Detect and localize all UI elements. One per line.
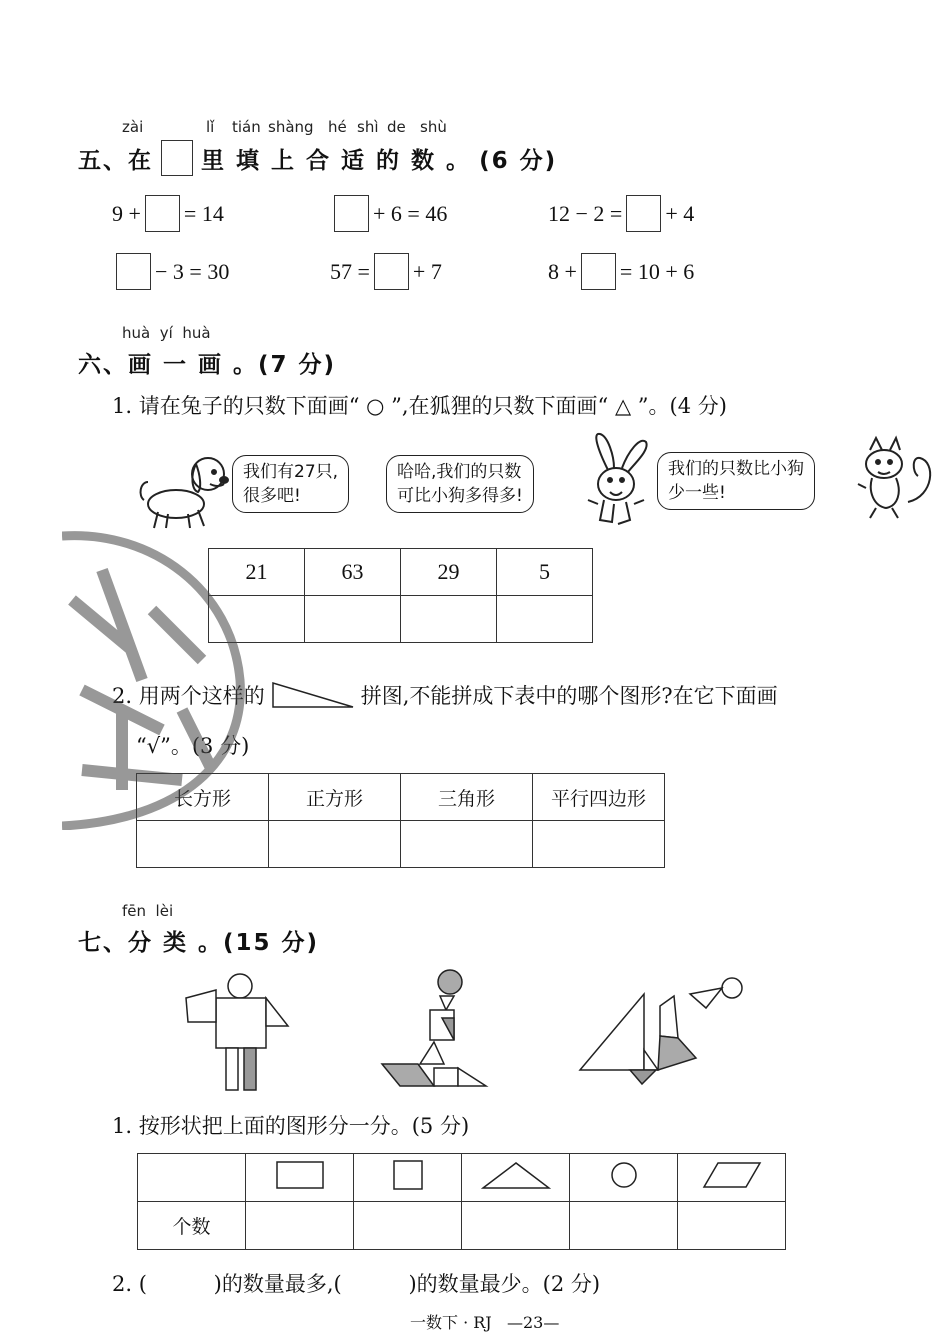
section7-heading: 七、分 类 。(15 分) — [78, 930, 320, 956]
count-cell: 5 — [497, 549, 593, 596]
answer-box-6[interactable] — [581, 253, 616, 290]
square-icon — [391, 1158, 425, 1192]
count-input-cell[interactable] — [354, 1202, 462, 1250]
count-input-cell[interactable] — [246, 1202, 354, 1250]
fox-speech-bubble: 我们的只数比小狗 少一些! — [657, 452, 815, 510]
rabbit-icon — [578, 430, 654, 530]
mark-cell[interactable] — [305, 596, 401, 643]
dog-icon — [136, 452, 232, 532]
check-cell[interactable] — [137, 821, 269, 868]
pinyin-he: hé — [328, 118, 347, 136]
section6-q1: 1. 请在兔子的只数下面画“ ○ ”,在狐狸的只数下面画“ △ ”。(4 分) — [112, 394, 727, 418]
equation-3-left: 12 − 2 = — [548, 200, 623, 226]
section7-q2: 2. ( )的数量最多,( )的数量最少。(2 分) — [112, 1272, 601, 1296]
equation-3-right: + 4 — [665, 200, 695, 226]
header-empty-cell — [138, 1154, 246, 1202]
count-cell: 29 — [401, 549, 497, 596]
section6-heading: 六、画 一 画 。(7 分) — [78, 352, 337, 378]
bird-figure-icon — [578, 976, 748, 1086]
shape-name-cell: 正方形 — [269, 774, 401, 821]
equation-1-left: 9 + — [112, 200, 141, 226]
check-cell[interactable] — [401, 821, 533, 868]
triangle-header-cell — [462, 1154, 570, 1202]
equation-3 — [548, 195, 694, 232]
section5-title-b: 里 填 上 合 适 的 数 。 — [201, 147, 472, 174]
answer-box-2[interactable] — [334, 195, 369, 232]
parallelogram-header-cell — [678, 1154, 786, 1202]
equation-4 — [112, 253, 229, 290]
equation-1 — [112, 195, 224, 232]
pinyin-shu: shù — [420, 118, 447, 136]
circle-icon — [609, 1160, 639, 1190]
animal-count-table — [208, 548, 593, 643]
answer-box-1[interactable] — [145, 195, 180, 232]
mark-cell[interactable] — [401, 596, 497, 643]
section6-q2-part-a: 2. 用两个这样的 — [112, 684, 265, 708]
robot-figure-icon — [180, 970, 295, 1095]
fox-icon — [856, 432, 936, 522]
check-cell[interactable] — [269, 821, 401, 868]
section6-q2 — [112, 680, 778, 710]
section7-pinyin: fēn lèi — [122, 902, 174, 920]
shape-name-cell: 平行四边形 — [533, 774, 665, 821]
equation-5 — [330, 253, 442, 290]
answer-box-3[interactable] — [626, 195, 661, 232]
section7-q1: 1. 按形状把上面的图形分一分。(5 分) — [112, 1114, 470, 1138]
equation-6-left: 8 + — [548, 258, 577, 284]
rectangle-header-cell — [246, 1154, 354, 1202]
mark-cell[interactable] — [497, 596, 593, 643]
triangle-icon — [481, 1160, 551, 1190]
shape-name-cell: 长方形 — [137, 774, 269, 821]
count-input-cell[interactable] — [678, 1202, 786, 1250]
section5-number: 五、 — [78, 147, 128, 174]
classification-table — [137, 1153, 786, 1250]
pinyin-tian: tián — [232, 118, 261, 136]
pinyin-shi: shì — [357, 118, 379, 136]
shape-choice-table — [136, 773, 665, 868]
page-footer: 一数下 · RJ —23— — [410, 1313, 560, 1332]
mark-cell[interactable] — [209, 596, 305, 643]
shape-name-cell: 三角形 — [401, 774, 533, 821]
seated-figure-icon — [380, 968, 490, 1090]
section5-score: (6 分) — [479, 147, 558, 174]
section5-heading — [78, 140, 557, 176]
rectangle-icon — [275, 1160, 325, 1190]
pinyin-shang: shàng — [268, 118, 314, 136]
right-triangle-icon — [271, 681, 355, 709]
section6-q2-part-c: “√”。(3 分) — [136, 734, 250, 758]
circle-header-cell — [570, 1154, 678, 1202]
pinyin-zai: zài — [122, 118, 144, 136]
equation-5-right: + 7 — [412, 258, 442, 284]
count-input-cell[interactable] — [462, 1202, 570, 1250]
title-box-icon — [161, 140, 193, 176]
rabbit-speech-bubble: 哈哈,我们的只数 可比小狗多得多! — [386, 455, 534, 513]
equation-6 — [548, 253, 694, 290]
count-row-label: 个数 — [138, 1202, 246, 1250]
count-cell: 63 — [305, 549, 401, 596]
equation-5-left: 57 = — [330, 258, 370, 284]
square-header-cell — [354, 1154, 462, 1202]
equation-1-right: = 14 — [183, 200, 224, 226]
answer-box-4[interactable] — [116, 253, 151, 290]
equation-6-right: = 10 + 6 — [619, 258, 695, 284]
dog-speech-bubble: 我们有27只, 很多吧! — [232, 455, 349, 513]
section6-q2-part-b: 拼图,不能拼成下表中的哪个图形?在它下面画 — [360, 684, 778, 708]
count-cell: 21 — [209, 549, 305, 596]
section5-title-a: 在 — [128, 147, 153, 174]
pinyin-li: lǐ — [206, 118, 215, 136]
count-input-cell[interactable] — [570, 1202, 678, 1250]
pinyin-de: de — [387, 118, 406, 136]
equation-4-right: − 3 = 30 — [155, 258, 230, 284]
answer-box-5[interactable] — [374, 253, 409, 290]
equation-2 — [330, 195, 447, 232]
parallelogram-icon — [702, 1160, 762, 1190]
check-cell[interactable] — [533, 821, 665, 868]
section6-pinyin: huà yí huà — [122, 324, 211, 342]
equation-2-right: + 6 = 46 — [373, 200, 448, 226]
